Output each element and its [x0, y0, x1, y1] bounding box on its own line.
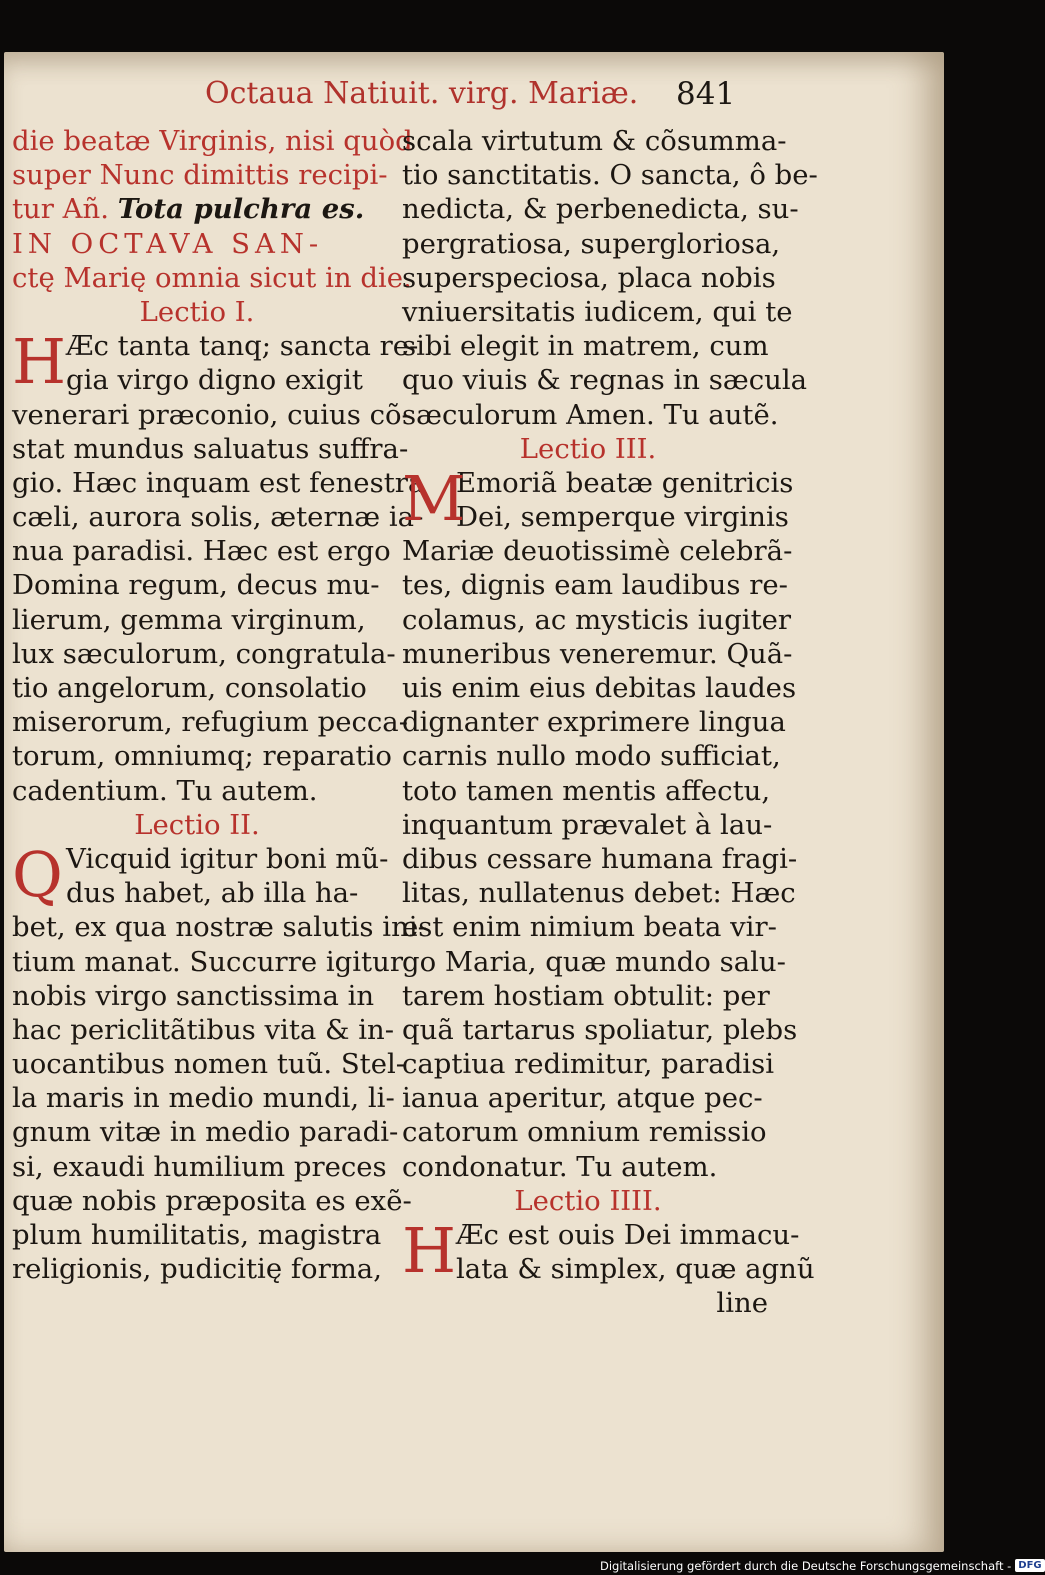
text-line: tium manat. Succurre igitur	[12, 945, 403, 978]
antiphon-incipit: Tota pulchra es.	[117, 193, 365, 226]
lectio-heading: Lectio II.	[134, 808, 260, 841]
text-line: uis enim eius debitas laudes	[402, 672, 797, 704]
text-line: super Nunc dimittis recipi-	[12, 159, 388, 192]
text-line: toto tamen mentis affectu,	[402, 774, 771, 807]
text-line: ianua aperitur, atque pec-	[402, 1082, 763, 1115]
text-line: sibi elegit in matrem, cum	[402, 330, 769, 363]
folio-number: 841	[676, 76, 736, 112]
credit-text: Digitalisierung gefördert durch die Deutsche Forschungsgemeinschaft -	[600, 1558, 1012, 1573]
text-line: nedicta, & perbenedicta, su-	[402, 193, 799, 226]
text-line: Æc est ouis Dei immacu-	[456, 1219, 800, 1251]
text-line: muneribus veneremur. Quã-	[402, 637, 793, 670]
text-line: dignanter exprimere lingua	[402, 706, 786, 739]
drop-initial: H	[12, 325, 67, 399]
dfg-logo: DFG	[1015, 1559, 1044, 1572]
text-line: lux sæculorum, congratula-	[12, 637, 396, 670]
text-line	[12, 192, 382, 226]
text-line: miserorum, refugium pecca-	[12, 706, 408, 739]
text-line: hac periclitãtibus vita & in-	[12, 1013, 395, 1046]
text-line: sæculorum Amen. Tu autẽ.	[402, 398, 779, 431]
text-line: est enim nimium beata vir-	[402, 911, 777, 944]
text-line: quã tartarus spoliatur, plebs	[402, 1013, 798, 1046]
text-line: catorum omnium remissio	[402, 1116, 767, 1149]
lectio-2-text	[12, 837, 427, 1286]
text-line: pergratiosa, supergloriosa,	[402, 227, 781, 260]
text-line: condonatur. Tu autem.	[402, 1150, 718, 1183]
text-line: vniuersitatis iudicem, qui te	[402, 295, 793, 328]
text-line: litas, nullatenus debet: Hæc	[402, 877, 796, 910]
text-line: go Maria, quæ mundo salu-	[402, 945, 786, 978]
text-line: nua paradisi. Hæc est ergo	[12, 535, 391, 568]
text-line: tes, dignis eam laudibus re-	[402, 569, 788, 602]
lectio-3-text	[402, 461, 798, 1184]
text-line: lata & simplex, quæ agnũ	[456, 1253, 815, 1286]
text-line: cadentium. Tu autem.	[12, 774, 318, 807]
antiphon-abbrev: tur Añ.	[12, 193, 109, 226]
text-line: venerari præconio, cuius cõ-	[12, 398, 411, 431]
text-line: tarem hostiam obtulit: per	[402, 979, 770, 1012]
text-line: Dei, semperque virginis	[456, 501, 789, 534]
text-line: scala virtutum & cõsumma-	[402, 125, 787, 157]
text-line: Mariæ deuotissimè celebrã-	[402, 535, 793, 568]
text-line: tio angelorum, consolatio	[12, 672, 367, 704]
left-column	[12, 124, 427, 1286]
text-line: stat mundus saluatus suffra-	[12, 432, 409, 465]
text-line: carnis nullo modo sufficiat,	[402, 740, 781, 773]
text-line: la maris in medio mundi, li-	[12, 1082, 395, 1115]
drop-initial: H	[402, 1214, 457, 1287]
drop-initial: M	[402, 461, 466, 535]
section-heading: ctę Marię omnia sicut in die.	[12, 261, 412, 294]
text-line: dibus cessare humana fragi-	[402, 842, 798, 875]
text-line: bet, ex qua nostræ salutis ini-	[12, 911, 427, 944]
text-line: colamus, ac mysticis iugiter	[402, 603, 792, 636]
text-line: Emoriã beatæ genitricis	[456, 466, 794, 499]
lectio-heading: Lectio I.	[139, 295, 255, 328]
text-line: die beatæ Virginis, nisi quòd	[12, 125, 413, 157]
catchword: line	[716, 1287, 768, 1320]
text-line: superspeciosa, placa nobis	[402, 261, 776, 294]
text-line: si, exaudi humilium preces	[12, 1150, 387, 1183]
text-line: religionis, pudicitię forma,	[12, 1253, 382, 1286]
lectio-heading: Lectio IIII.	[514, 1184, 662, 1217]
text-line: gnum vitæ in medio paradi-	[12, 1116, 399, 1149]
text-line: captiua redimitur, paradisi	[402, 1048, 775, 1081]
lectio-1-text	[12, 325, 425, 808]
text-line: Domina regum, decus mu-	[12, 569, 380, 602]
text-line: gio. Hæc inquam est fenestra	[12, 466, 425, 499]
running-head: Octaua Natiuit. virg. Mariæ.	[205, 76, 639, 111]
drop-initial: Q	[12, 837, 63, 911]
text-line: quæ nobis præposita es exẽ-	[12, 1184, 412, 1217]
lectio-4-text	[402, 1214, 815, 1321]
text-line: inquantum prævalet à lau-	[402, 808, 773, 841]
text-line: uocantibus nomen tuũ. Stel-	[12, 1048, 406, 1081]
text-line: tio sanctitatis. O sancta, ô be-	[402, 159, 818, 192]
text-line: gia virgo digno exigit	[66, 364, 363, 397]
right-column	[402, 124, 818, 1321]
text-line: Vicquid igitur boni mũ-	[66, 842, 389, 875]
section-heading: IN OCTAVA SAN-	[12, 227, 324, 260]
text-line: dus habet, ab illa ha-	[66, 877, 359, 910]
text-line: plum humilitatis, magistra	[12, 1219, 382, 1251]
text-line: lierum, gemma virginum,	[12, 603, 366, 636]
text-line: nobis virgo sanctissima in	[12, 979, 375, 1012]
text-line: Æc tanta tanq; sancta re-	[66, 330, 419, 363]
lectio-heading: Lectio III.	[519, 432, 657, 465]
text-line: cæli, aurora solis, æternæ ia-	[12, 501, 424, 534]
text-line: torum, omniumq; reparatio	[12, 740, 392, 773]
digitization-credit	[600, 1556, 1045, 1575]
text-line: quo viuis & regnas in sæcula	[402, 364, 808, 397]
